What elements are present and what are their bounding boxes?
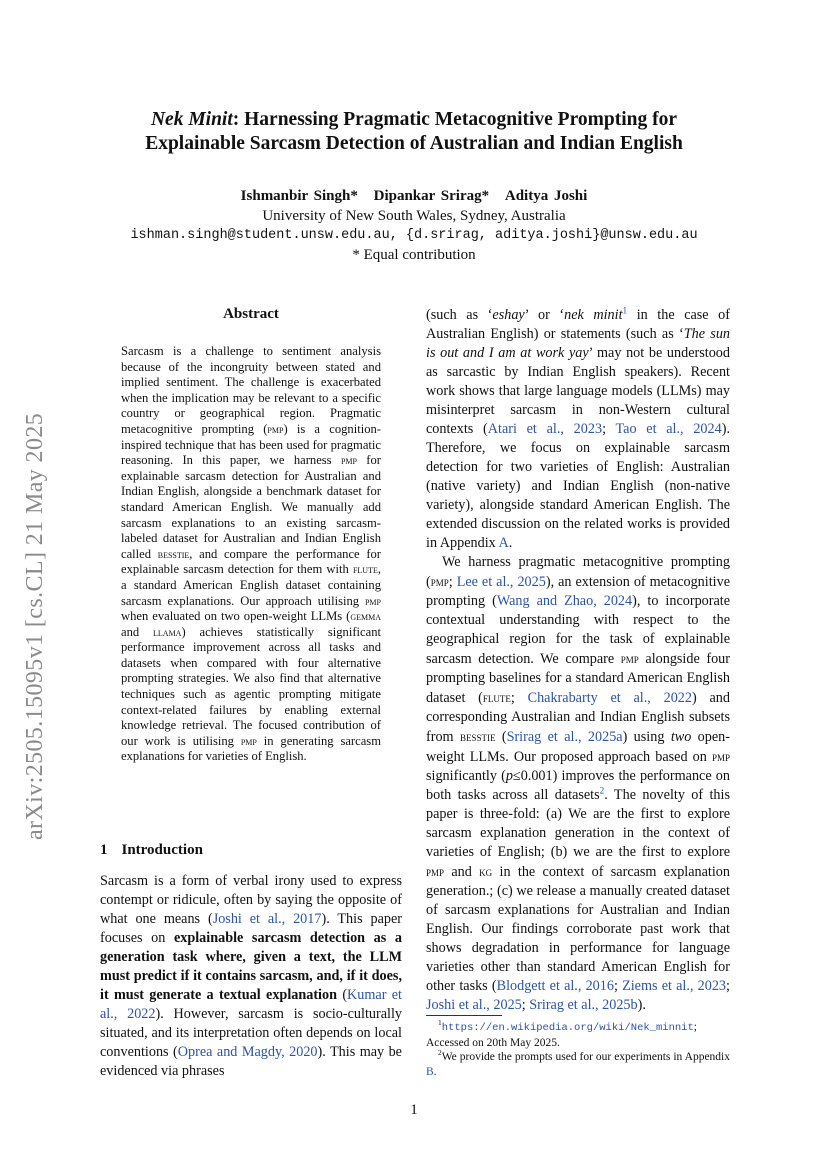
appendix-link[interactable]: B: [426, 1065, 434, 1078]
paper-header: [0, 108, 828, 265]
footnote-marker[interactable]: 1: [622, 305, 628, 316]
right-column-text: [426, 306, 730, 1015]
author-1: Ishmanbir Singh*: [240, 188, 358, 204]
footnote-divider: [426, 1015, 502, 1016]
email: ishman.singh@student.unsw.edu.au, {d.srirag, aditya.joshi}@unsw.edu.au: [130, 228, 698, 243]
citation-link[interactable]: Wang and Zhao, 2024: [496, 593, 633, 609]
citation-link[interactable]: Atari et al., 2023: [487, 421, 603, 437]
footnotes: [426, 1020, 730, 1079]
citation-link[interactable]: Joshi et al., 2017: [212, 911, 322, 927]
citation-link[interactable]: Tao et al., 2024: [615, 421, 722, 437]
affiliation: University of New South Wales, Sydney, Australia: [262, 208, 566, 224]
author-list: [0, 186, 828, 206]
citation-link[interactable]: Joshi et al., 2025: [426, 997, 522, 1013]
citation-link[interactable]: Lee et al., 2025: [456, 574, 546, 590]
paragraph: (such as ‘eshay’ or ‘nek minit$^1$ in the case of Australian English) or statements (such as ‘The sun is out and I am at work yay’ may not be understood as sarcastic by Indian English speakers). Recent work shows that large language models (LLMs) may misinterpret sarcasm in non-Western cultural contexts (Atari et al., 2023; Tao et al., 2024). Therefore, we focus on explainable sarcasm detection for two varieties of English: Australian (native variety) and Indian English (non-native variety), alongside standard American English. The extended discussion on the related works is provided in Appendix A.: [426, 305, 731, 551]
introduction-text: Sarcasm is a form of verbal irony used to express contempt or ridicule, often by saying the opposite of what one means (Joshi et al., 2017). This paper focuses on explainable sarcasm detection as a generation task where, given a text, the LLM must predict if it contains sarcasm, and, if it does, it must generate a textual explanation (Kumar et al., 2022). However, sarcasm is socio-culturally situated, and its interpretation often depends on local conventions (Oprea and Magdy, 2020). This may be evidenced via phrases: [100, 873, 402, 1079]
citation-link[interactable]: Srirag et al., 2025a: [506, 729, 623, 745]
paragraph: We harness pragmatic metacognitive prompting (pmp; Lee et al., 2025), an extension of metacognitive prompting (Wang and Zhao, 2024), to incorporate contextual understanding with respect to the geographical region for the task of explainable sarcasm detection. We compare pmp alongside four prompting baselines for a standard American English dataset (flute; Chakrabarty et al., 2022) and corresponding Australian and Indian English subsets from besstie (Srirag et al., 2025a) using two open-weight LLMs. Our proposed approach based on pmp significantly (p≤0.001) improves the performance on both tasks across all datasets$^2$. The novelty of this paper is three-fold: (a) We are the first to explore sarcasm explanation generation in the context of varieties of English; (b) we are the first to explore pmp and kg in the context of sarcasm explanation generation.; (c) we release a manually created dataset of sarcasm explanations for Australian and Indian English. Our findings corroborate past work that shows degradation in performance for language varieties other than standard American English for other tasks (Blodgett et al., 2016; Ziems et al., 2023; Joshi et al., 2025; Srirag et al., 2025b).: [426, 554, 731, 1013]
footnote-url-link[interactable]: https://en.wikipedia.org/wiki/Nek_minnit: [441, 1022, 694, 1034]
appendix-link[interactable]: A: [498, 535, 509, 551]
author-3: Aditya Joshi: [504, 188, 588, 204]
page-number: 1: [410, 1102, 418, 1118]
abstract-heading: Abstract: [223, 306, 279, 322]
citation-link[interactable]: Chakrabarty et al., 2022: [527, 690, 692, 706]
citation-link[interactable]: Kumar et al., 2022: [100, 987, 402, 1022]
abstract-text: Sarcasm is a challenge to sentiment analysis because of the incongruity between stated and implied sentiment. The challenge is exacerbated when the implication may be relevant to a specific country or geographical region. Pragmatic metacognitive prompting (pmp) is a cognition-inspired technique that has been used for pragmatic reasoning. In this paper, we harness pmp for explainable sarcasm detection for Australian and Indian English, alongside a benchmark dataset for standard American English. We manually add sarcasm explanations to an existing sarcasm-labeled dataset for Australian and Indian English called besstie, and compare the performance for explainable sarcasm detection for them with flute, a standard American English dataset containing sarcasm explanations. Our approach utilising pmp when evaluated on two open-weight LLMs (gemma and llama) achieves statistically significant performance improvement across all tasks and datasets when compared with four alternative prompting strategies. We also find that alternative techniques such as agentic prompting mitigate context-related failures by enabling external knowledge retrieval. The focused contribution of our work is utilising pmp in generating sarcasm explanations for varieties of English.: [121, 344, 382, 764]
section-heading-introduction: 1 Introduction: [100, 842, 203, 858]
footnote-2: $^2$We provide the prompts used for our experiments in Appendix B.: [426, 1048, 730, 1078]
arxiv-identifier: arXiv:2505.15095v1 [cs.CL] 21 May 2025: [22, 412, 48, 840]
footnote-1: $^1$https://en.wikipedia.org/wiki/Nek_minnit; Accessed on 20th May 2025.: [426, 1018, 697, 1049]
citation-link[interactable]: Srirag et al., 2025b: [529, 997, 638, 1013]
equal-contribution-note: * Equal contribution: [352, 247, 476, 263]
citation-link[interactable]: Blodgett et al., 2016: [496, 978, 614, 994]
footnote-marker[interactable]: 2: [599, 785, 605, 796]
citation-link[interactable]: Ziems et al., 2023: [622, 978, 727, 994]
author-2: Dipankar Srirag*: [373, 188, 490, 204]
paper-title: Nek Minit: Harnessing Pragmatic Metacognitive Prompting for Explainable Sarcasm Detection of Australian and Indian English: [145, 109, 683, 154]
citation-link[interactable]: Oprea and Magdy, 2020: [177, 1044, 318, 1060]
